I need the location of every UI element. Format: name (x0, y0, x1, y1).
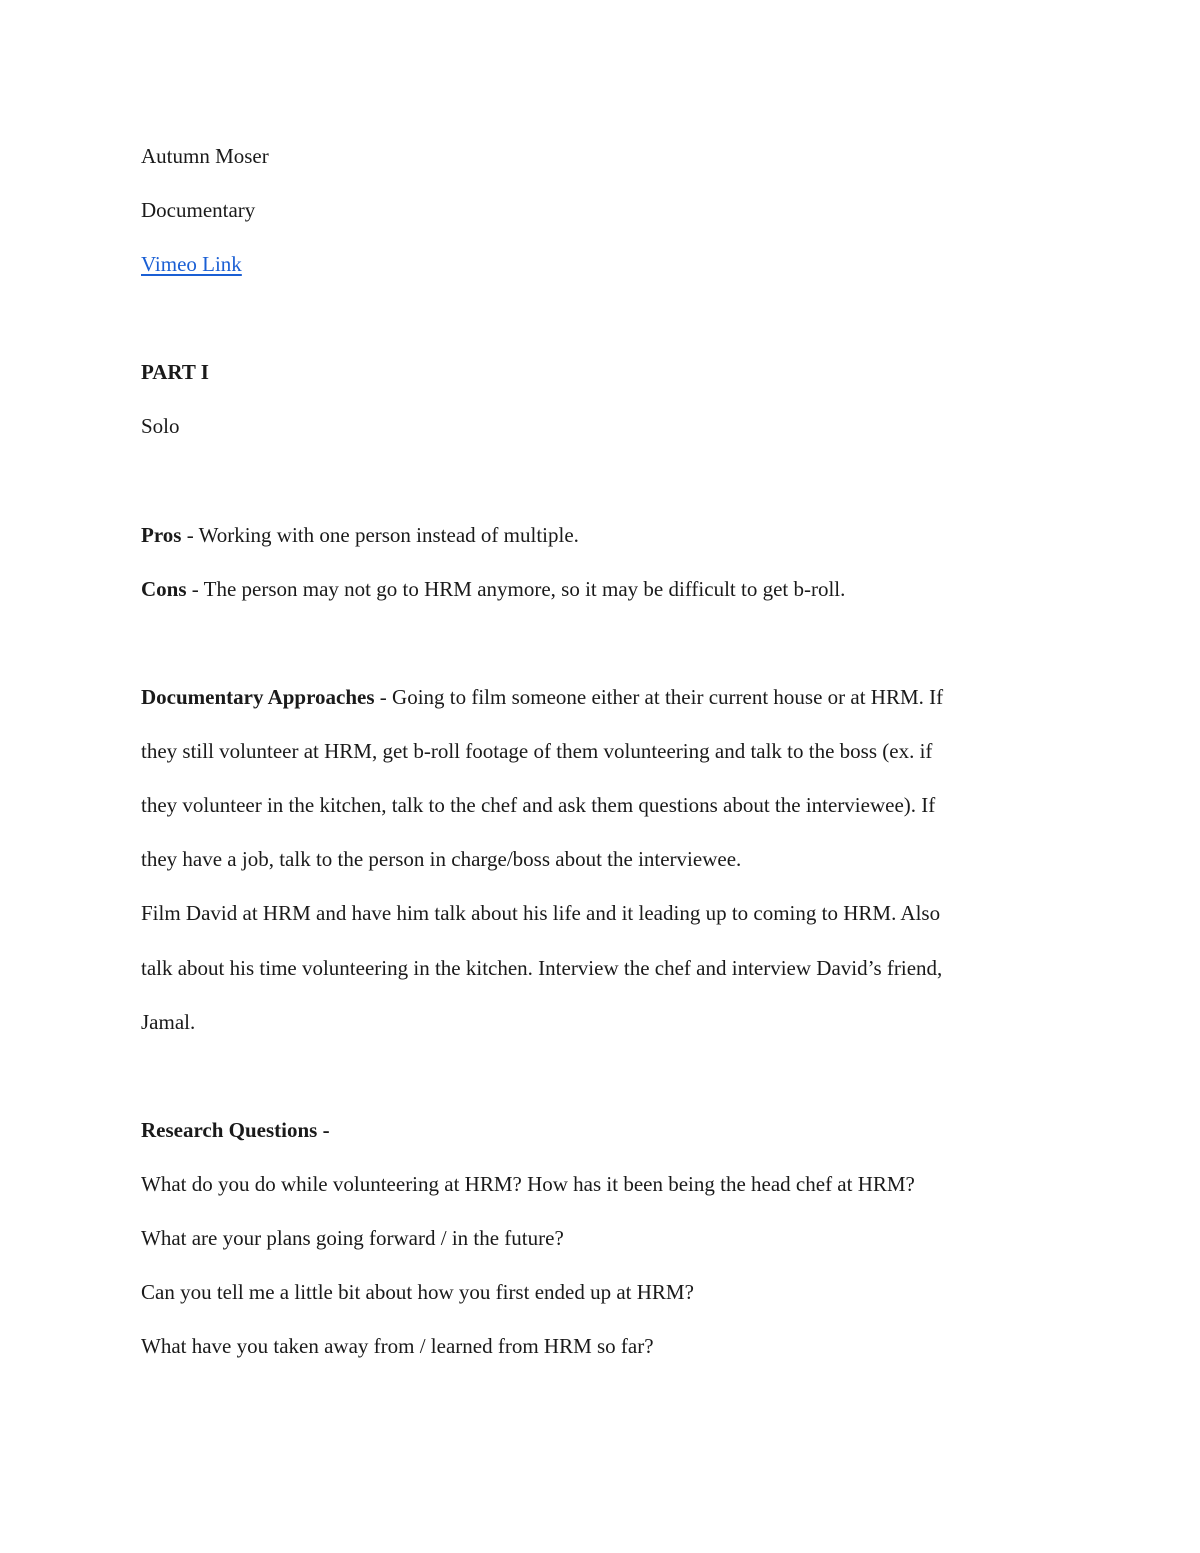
approaches-line-5: Film David at HRM and have him talk about his life and it leading up to coming to HRM. Also (141, 901, 941, 925)
approaches-line-6: talk about his time volunteering in the kitchen. Interview the chef and interview David’s friend, (141, 956, 943, 980)
research-question: What do you do while volunteering at HRM? How has it been being the head chef at HRM? (141, 1172, 915, 1196)
research-dash: - (317, 1118, 330, 1142)
research-heading-line (141, 1115, 1061, 1145)
approaches-line-1 (141, 682, 1061, 712)
research-label: Research Questions (141, 1118, 318, 1142)
approaches-line-4: they have a job, talk to the person in charge/boss about the interviewee. (141, 847, 742, 871)
pros-line (141, 520, 1061, 550)
research-question: Can you tell me a little bit about how you first ended up at HRM? (141, 1280, 694, 1304)
vimeo-link-line (141, 249, 1061, 279)
pros-text: - Working with one person instead of multiple. (181, 523, 579, 547)
production-format: Solo (141, 414, 180, 438)
pros-label: Pros (141, 523, 182, 547)
research-question: What have you taken away from / learned from HRM so far? (141, 1334, 654, 1358)
part-heading: PART I (141, 360, 209, 384)
approaches-line-3: they volunteer in the kitchen, talk to the chef and ask them questions about the interviewee). If (141, 793, 936, 817)
research-question: What are your plans going forward / in the future? (141, 1226, 564, 1250)
approaches-line-2: they still volunteer at HRM, get b-roll footage of them volunteering and talk to the boss (ex. if (141, 739, 933, 763)
cons-label: Cons (141, 577, 187, 601)
approaches-text-1: - Going to film someone either at their current house or at HRM. If (374, 685, 944, 709)
cons-line (141, 574, 1061, 604)
author-name: Autumn Moser (141, 144, 269, 168)
cons-text: - The person may not go to HRM anymore, so it may be difficult to get b-roll. (186, 577, 846, 601)
approaches-line-7: Jamal. (141, 1010, 196, 1034)
document-type: Documentary (141, 198, 256, 222)
approaches-label: Documentary Approaches (141, 685, 375, 709)
vimeo-link[interactable]: Vimeo Link (141, 252, 242, 276)
